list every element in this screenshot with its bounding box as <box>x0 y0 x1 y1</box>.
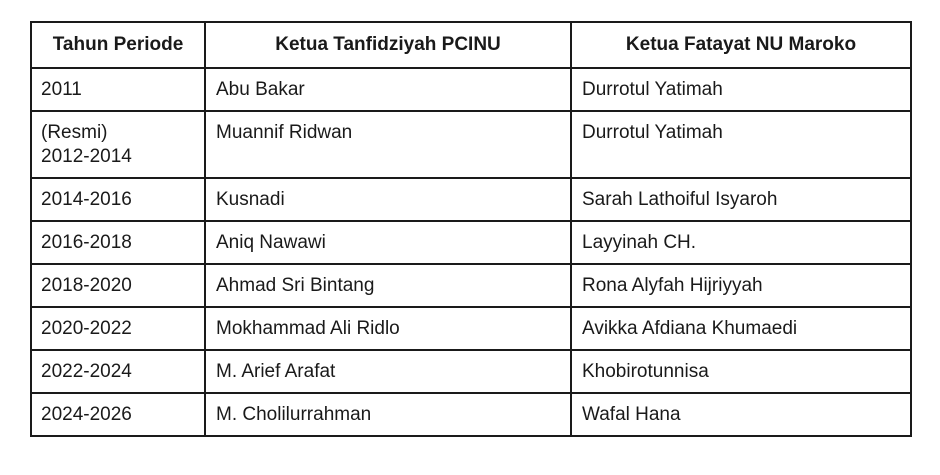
period-cell <box>31 264 205 307</box>
period-cell <box>31 393 205 436</box>
period-line: 2014-2016 <box>41 189 132 210</box>
table-row <box>31 68 911 111</box>
tanfidziyah-cell: Aniq Nawawi <box>205 221 571 264</box>
fatayat-cell: Sarah Lathoiful Isyaroh <box>571 178 911 221</box>
period-line: 2018-2020 <box>41 275 132 296</box>
fatayat-cell: Layyinah CH. <box>571 221 911 264</box>
period-cell <box>31 68 205 111</box>
period-cell <box>31 221 205 264</box>
period-line: 2020-2022 <box>41 318 132 339</box>
header-ketua-tanfidziyah: Ketua Tanfidziyah PCINU <box>205 22 571 68</box>
fatayat-cell: Avikka Afdiana Khumaedi <box>571 307 911 350</box>
period-line: 2016-2018 <box>41 232 132 253</box>
fatayat-cell: Durrotul Yatimah <box>571 111 911 178</box>
period-cell <box>31 350 205 393</box>
tanfidziyah-cell: Abu Bakar <box>205 68 571 111</box>
fatayat-cell: Rona Alyfah Hijriyyah <box>571 264 911 307</box>
period-line: 2012-2014 <box>41 146 132 167</box>
period-line: (Resmi) <box>41 122 108 143</box>
period-line: 2024-2026 <box>41 404 132 425</box>
table-row <box>31 350 911 393</box>
fatayat-cell: Khobirotunnisa <box>571 350 911 393</box>
tanfidziyah-cell: Muannif Ridwan <box>205 111 571 178</box>
period-line: 2022-2024 <box>41 361 132 382</box>
tanfidziyah-cell: Mokhammad Ali Ridlo <box>205 307 571 350</box>
table-row <box>31 264 911 307</box>
tanfidziyah-cell: M. Arief Arafat <box>205 350 571 393</box>
table-row <box>31 307 911 350</box>
tanfidziyah-cell: Kusnadi <box>205 178 571 221</box>
period-cell <box>31 111 205 178</box>
table-row <box>31 111 911 178</box>
leaders-table-container <box>30 21 912 437</box>
tanfidziyah-cell: Ahmad Sri Bintang <box>205 264 571 307</box>
tanfidziyah-cell: M. Cholilurrahman <box>205 393 571 436</box>
fatayat-cell: Durrotul Yatimah <box>571 68 911 111</box>
period-cell <box>31 178 205 221</box>
period-line: 2011 <box>41 79 82 100</box>
table-row <box>31 221 911 264</box>
period-cell <box>31 307 205 350</box>
table-header-row <box>31 22 911 68</box>
table-row <box>31 393 911 436</box>
header-tahun-periode: Tahun Periode <box>31 22 205 68</box>
leaders-table <box>30 21 912 437</box>
header-ketua-fatayat: Ketua Fatayat NU Maroko <box>571 22 911 68</box>
table-row <box>31 178 911 221</box>
fatayat-cell: Wafal Hana <box>571 393 911 436</box>
